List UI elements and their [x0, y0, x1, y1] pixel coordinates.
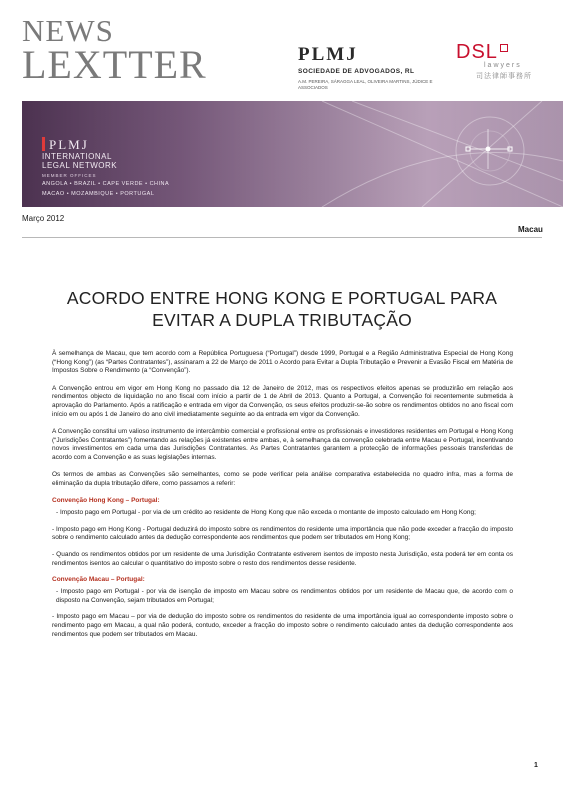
dsl-square-icon [500, 44, 508, 52]
paragraph: A Convenção entrou em vigor em Hong Kong no passado dia 12 de Janeiro de 2012, mas os respectivos efeitos apenas se produzirão em relação aos rendimentos objecto de liquidação no ano fiscal com início a partir de 1 de Abril de 2013. Quanto a Portugal, a Convenção foi recentemente submetida à aprovação do Parlamento. Após a ratificação e entrada em vigor da Convenção, os seus efeitos produzir-se-ão sobre os rendimentos obtidos no ano fiscal com início em ou após 1 de Janeiro do ano civil imediatamente seguinte ao da entrada em vigor da Convenção. [52, 384, 513, 418]
article-title-line2: EVITAR A DUPLA TRIBUTAÇÃO [152, 310, 412, 330]
region-label: Macau [518, 225, 543, 234]
dsl-logo-name: DSL [456, 41, 498, 63]
plmj-logo-subtitle: SOCIEDADE DE ADVOGADOS, RL [298, 68, 415, 75]
section-heading-hk: Convenção Hong Kong – Portugal: [52, 497, 160, 505]
list-item: - Imposto pago em Macau – por via de dedução do imposto sobre os rendimentos do residente de uma importância igual ao correspondente imposto sobre o rendimento pago em Macau, a qual não poderá, contudo, exceder a fracção do imposto sobre o rendimento calculado antes da dedução correspondente aos rendimentos que podem ser tributados em Macau. [52, 613, 513, 638]
plmj-logo [298, 44, 448, 91]
network-name: PLMJ [49, 137, 89, 152]
newsletter-title-line1: NEWS [22, 13, 114, 48]
dsl-logo-lawyers: lawyers [484, 62, 522, 69]
article-title [32, 287, 532, 331]
network-line2: LEGAL NETWORK [42, 160, 118, 170]
article-body [52, 350, 513, 648]
header-banner [22, 101, 563, 207]
network-accent-bar [42, 137, 45, 151]
paragraph: À semelhança de Macau, que tem acordo com a República Portuguesa (“Portugal”) desde 1999, Portugal e a Região Administrativa Especial de Hong Kong (“Hong Kong”) (as “Partes Contratantes”), assinaram a 22 de Março de 2011 o Acordo para Evitar a Dupla Tributação e Prevenir a Evasão Fiscal em Matéria de Impostos Sobre o Rendimento (a “Convenção”). [52, 350, 513, 375]
members-label: MEMBER OFFICES [42, 172, 97, 178]
countries-line1: ANGOLA • BRAZIL • CAPE VERDE • CHINA [42, 180, 170, 187]
list-item: - Imposto pago em Portugal - por via de isenção de imposto em Macau sobre os rendimentos obtidos por um residente de Macau que, de acordo com o disposto na Convenção, sejam tributados em Portugal; [56, 588, 513, 604]
network-line1: INTERNATIONAL [42, 152, 112, 161]
header-divider [22, 237, 542, 238]
section-heading-macau: Convenção Macau – Portugal: [52, 576, 145, 584]
list-item: - Imposto pago em Portugal - por via de um crédito ao residente de Hong Kong que não exceda o montante de imposto calculado em Hong Kong; [56, 508, 476, 516]
plmj-logo-name: PLMJ [298, 44, 358, 65]
list-item: - Quando os rendimentos obtidos por um residente de uma Jurisdição Contratante estiverem isentos de imposto nesta Jurisdição, esta poderá ter em conta os rendimentos isentos ao calcular o quantitativo do imposto sobre o resto dos rendimentos desse residente. [52, 550, 513, 567]
newsletter-title-line2: LEXTTER [22, 42, 207, 88]
newsletter-title [22, 13, 207, 88]
paragraph: Os termos de ambas as Convenções são semelhantes, como se pode verificar pela análise comparativa estabelecida no quadro infra, mas a forma de eliminação da dupla tributação difere, como passamos a referir: [52, 471, 513, 487]
dsl-logo-chinese: 司法律師事務所 [476, 73, 532, 80]
countries-line2: MACAO • MOZAMBIQUE • PORTUGAL [42, 190, 155, 197]
dsl-logo [456, 41, 546, 81]
list-item: - Imposto pago em Hong Kong - Portugal deduzirá do imposto sobre os rendimentos do residente uma importância que não pode exceder a fracção do imposto sobre o rendimento calculado antes da dedução correspondente aos rendimentos que podem ser tributados em Hong Kong; [52, 525, 513, 542]
issue-date: Março 2012 [22, 214, 65, 223]
masthead [0, 0, 563, 100]
plmj-partners: A.M. PEREIRA, SÁRAGGA LEAL, OLIVEIRA MARTINS, JÚDICE E ASSOCIADOS [298, 79, 433, 90]
page-number: 1 [534, 762, 538, 769]
international-network-block [42, 137, 169, 198]
article-title-line1: ACORDO ENTRE HONG KONG E PORTUGAL PARA [66, 288, 498, 308]
paragraph: A Convenção constitui um valioso instrumento de intercâmbio comercial e profissional entre os profissionais e investidores residentes em Portugal e Hong Kong (“Jurisdições Contratantes”) fomentando as relações já existentes entre ambas, e, à semelhança da convenção celebrada entre Macau e Portugal, incentivando novos investimentos em cada uma das Jurisdições Contratantes. As Partes Contratantes garantem a protecção de informações pessoais transferidas de acordo com a Convenção e as suas legislações internas. [52, 427, 513, 462]
